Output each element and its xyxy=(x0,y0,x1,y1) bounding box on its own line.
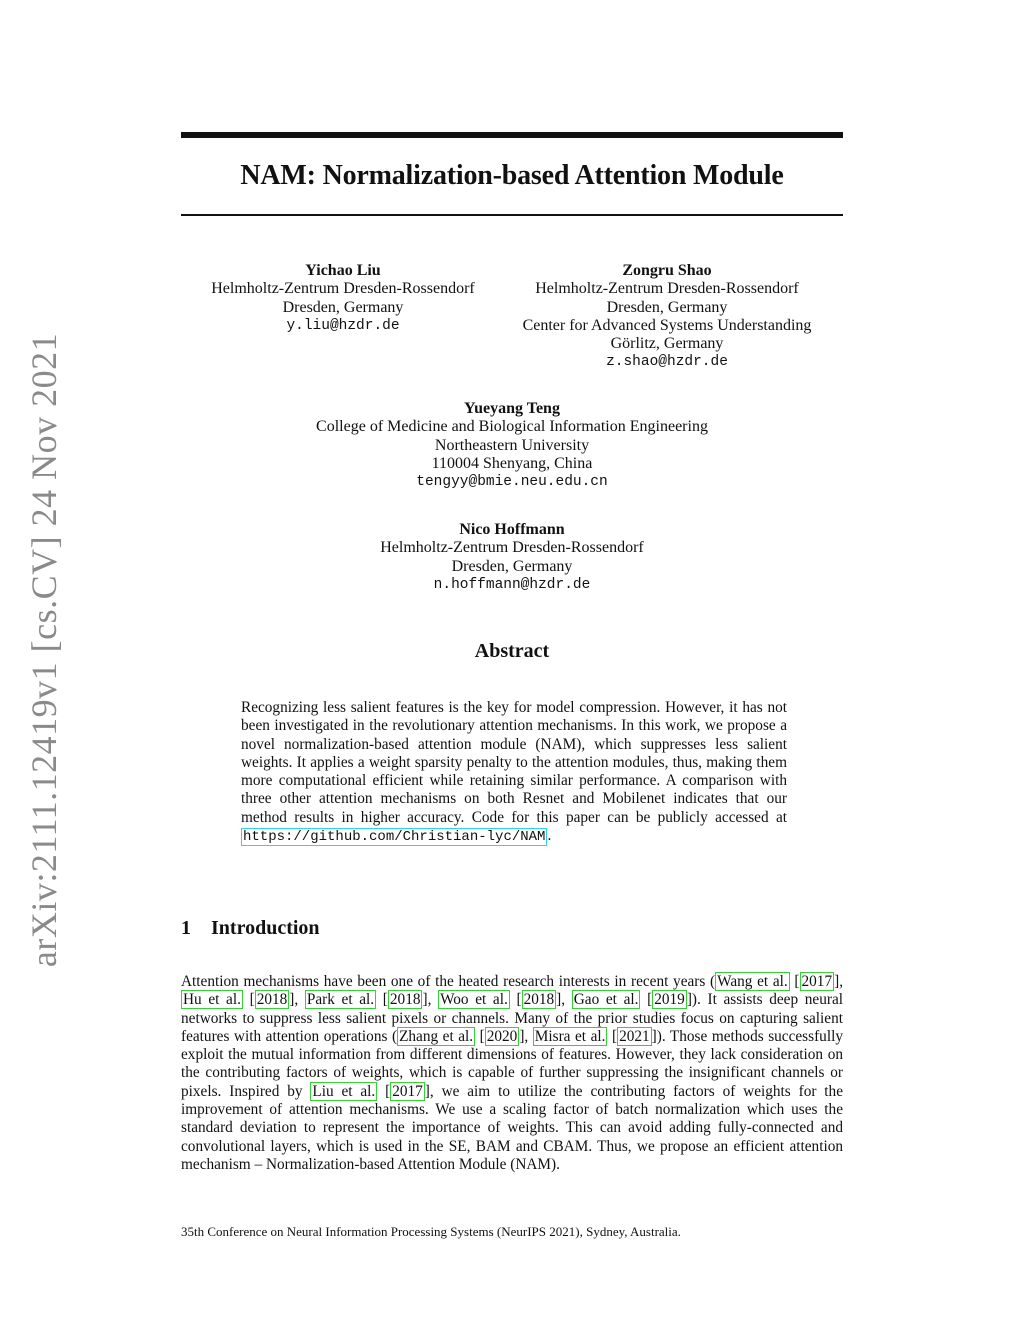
citation-link[interactable]: Zhang et al. xyxy=(399,1027,474,1045)
abstract-text xyxy=(241,699,787,846)
citation-year-link[interactable]: 2020 xyxy=(486,1027,518,1045)
citation-year-link[interactable]: 2017 xyxy=(801,973,833,990)
author-affiliation-line: Center for Advanced Systems Understanding xyxy=(522,316,812,334)
section-heading-introduction xyxy=(181,917,320,940)
author-affiliation-line: College of Medicine and Biological Information Engineering xyxy=(316,418,708,436)
citation-year-link[interactable]: 2017 xyxy=(392,1082,423,1100)
citation-year-link[interactable]: 2018 xyxy=(256,991,288,1009)
citation-link[interactable]: Liu et al. xyxy=(312,1082,376,1100)
author-affiliation-line: Görlitz, Germany xyxy=(610,335,724,353)
introduction-paragraph: Attention mechanisms have been one of the heated research interests in recent years ( Wang et al. [ 2017 ], Hu et al. [ 2018 ], Park et al. [ 2018 ], Woo et al. [ 2018 ], Gao et al. [ 2019 ]). It assists deep neural networks to suppress less salient pixels or channels. Many of the prior studies focus on capturing salient features with attention operations ( Zhang et al. [ 2020 ], Misra et al. [ 2021 ]). Those methods successfully exploit the mutual information from different dimensions of features. However, they lack consideration on the contributing factors of weights, which is capable of further suppressing the insignificant channels or pixels. Inspired by Liu et al. [ 2017 ], we aim to utilize the contributing factors of weights for the improvement of attention mechanisms. We use a scaling factor of batch normalization which uses the standard deviation to represent the importance of weights. This can avoid adding fully-connected and convolutional layers, which is used in the SE, BAM and CBAM. Thus, we propose an efficient attention mechanism – Normalization-based Attention Module (NAM). xyxy=(181,973,844,1173)
code-url-link[interactable]: https://github.com/Christian-lyc/NAM xyxy=(243,829,546,846)
author-affiliation-line: Helmholtz-Zentrum Dresden-Rossendorf xyxy=(535,280,799,298)
citation-link[interactable]: Misra et al. xyxy=(534,1027,606,1045)
author-email[interactable]: z.shao@hzdr.de xyxy=(606,354,728,371)
author-block-3 xyxy=(281,400,743,491)
author-block-4 xyxy=(331,521,693,594)
author-name: Yueyang Teng xyxy=(464,400,560,417)
intro-text: ]). It assists deep neural networks to suppress less salient pixels or channels. Many of the prior studies focus on capturing salient features with attention operations ( xyxy=(181,991,844,1045)
citation-year-link[interactable]: 2018 xyxy=(389,991,421,1009)
intro-text: ], we aim to utilize the contributing factors of weights for the improvement of attention mechanisms. We use a scaling factor of batch normalization which uses the standard deviation to represent the importance of weights. This can avoid adding fully-connected and convolutional layers, which is used in the SE, BAM and CBAM. Thus, we propose an efficient attention mechanism – Normalization-based Attention Module (NAM). xyxy=(181,1082,843,1173)
intro-text: ]). Those methods successfully exploit the mutual information from different dimensions of features. However, they lack consideration on the contributing factors of weights, which is capable of further suppressing the insignificant channels or pixels. Inspired by xyxy=(181,1027,843,1100)
author-name: Yichao Liu xyxy=(305,262,381,279)
author-name: Nico Hoffmann xyxy=(459,521,565,538)
author-name: Zongru Shao xyxy=(622,262,712,279)
title-rule-top xyxy=(181,132,843,138)
intro-text: Attention mechanisms have been one of the heated research interests in recent years ( xyxy=(181,973,716,990)
author-affiliation-line: Dresden, Germany xyxy=(451,557,573,575)
author-affiliation-line: 110004 Shenyang, China xyxy=(431,454,593,472)
author-block-1 xyxy=(193,262,493,335)
arxiv-id: arXiv:2111.12419v1 [cs.CV] 24 Nov 2021 xyxy=(24,332,64,968)
citation-link[interactable]: Woo et al. xyxy=(440,991,508,1009)
author-affiliation-line: Helmholtz-Zentrum Dresden-Rossendorf xyxy=(380,539,644,557)
citation-link[interactable]: Gao et al. xyxy=(573,991,639,1009)
author-email[interactable]: n.hoffmann@hzdr.de xyxy=(433,576,591,593)
title-rule-bottom xyxy=(181,214,843,216)
citation-link[interactable]: Wang et al. xyxy=(717,973,788,990)
citation-year-link[interactable]: 2019 xyxy=(654,991,685,1009)
section-title: Introduction xyxy=(211,917,320,939)
author-affiliation-line: Helmholtz-Zentrum Dresden-Rossendorf xyxy=(211,280,475,298)
citation-year-link[interactable]: 2018 xyxy=(523,991,555,1009)
paper-title: NAM: Normalization-based Attention Module xyxy=(240,160,784,191)
author-affiliation-line: Dresden, Germany xyxy=(606,298,728,316)
section-number: 1 xyxy=(181,917,191,939)
citation-link[interactable]: Hu et al. xyxy=(183,991,241,1009)
author-email[interactable]: y.liu@hzdr.de xyxy=(286,317,400,334)
author-email[interactable]: tengyy@bmie.neu.edu.cn xyxy=(416,474,608,491)
conference-footer: 35th Conference on Neural Information Processing Systems (NeurIPS 2021), Sydney, Australia. xyxy=(181,1224,681,1239)
citation-link[interactable]: Park et al. xyxy=(306,991,375,1009)
author-block-2 xyxy=(506,262,828,372)
author-affiliation-line: Northeastern University xyxy=(434,436,590,454)
abstract-end: . xyxy=(547,827,552,845)
abstract-heading: Abstract xyxy=(474,640,550,662)
abstract-body-text: Recognizing less salient features is the key for model compression. However, it has not been investigated in the revolutionary attention mechanisms. In this work, we propose a novel normalization-based attention module (NAM), which suppresses less salient weights. It applies a weight sparsity penalty to the attention modules, thus, making them more computational efficient while retaining similar performance. A comparison with three other attention mechanisms on both Resnet and Mobilenet indicates that our method results in higher accuracy. Code for this paper can be publicly accessed at xyxy=(241,699,787,826)
citation-year-link[interactable]: 2021 xyxy=(619,1027,650,1045)
author-affiliation-line: Dresden, Germany xyxy=(282,298,404,316)
